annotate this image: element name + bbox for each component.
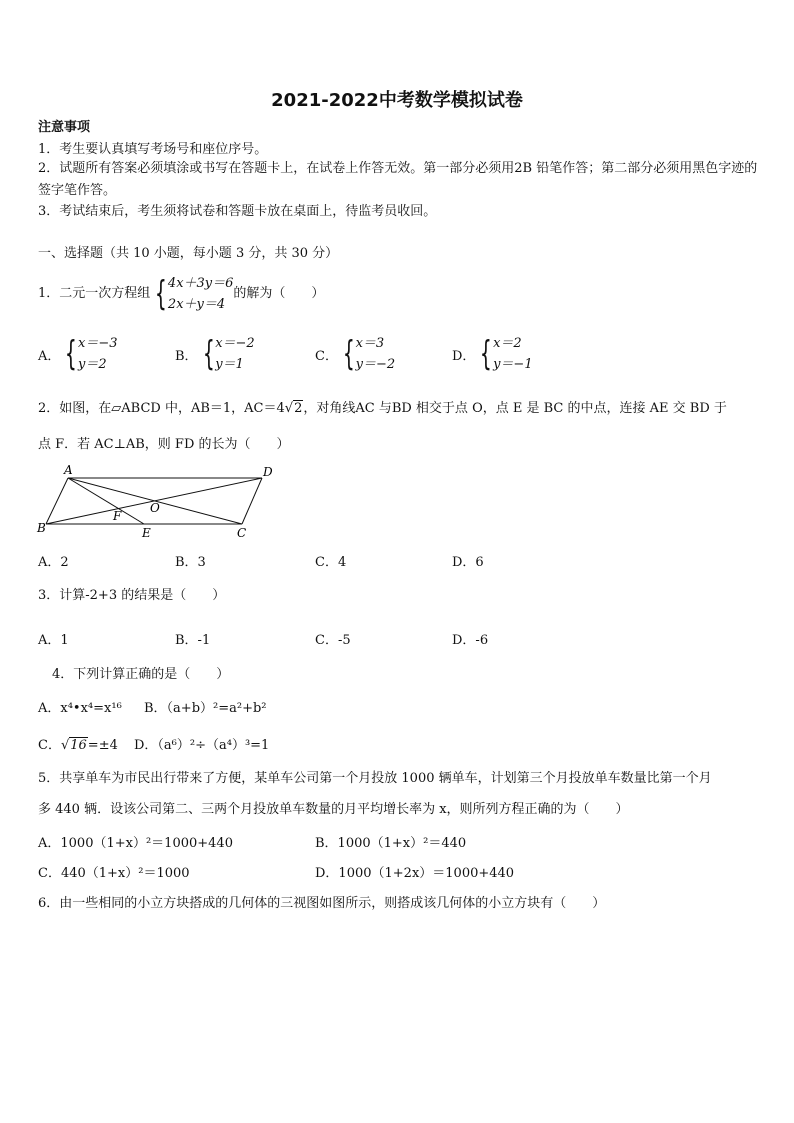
q1-option-d: D． { x＝2 y＝−1 bbox=[452, 334, 533, 374]
q5-option-d: D．1000（1+2x）＝1000+440 bbox=[315, 866, 515, 881]
notice-item-1: 1．考生要认真填写考场号和座位序号。 bbox=[38, 142, 268, 157]
edge-ab bbox=[46, 478, 68, 524]
q1-suffix: 的解为（ ） bbox=[233, 286, 325, 301]
q4-option-c: C．√16=±4 bbox=[38, 738, 118, 753]
label-e: E bbox=[142, 526, 151, 540]
q3-option-b: B．-1 bbox=[175, 633, 211, 648]
page-title: 2021-2022中考数学模拟试卷 bbox=[271, 90, 523, 111]
q2-option-c: C．4 bbox=[315, 555, 347, 570]
question-2-line-2: 点 F．若 AC⊥AB，则 FD 的长为（ ） bbox=[38, 437, 290, 452]
label-d: D bbox=[263, 465, 273, 479]
q1-option-c: C． { x＝3 y＝−2 bbox=[315, 334, 396, 374]
q1-option-a: A． { x＝−3 y＝2 bbox=[38, 334, 118, 374]
q1-option-b: B． { x＝−2 y＝1 bbox=[175, 334, 255, 374]
label-c: C bbox=[237, 526, 247, 540]
section-heading: 一、选择题（共 10 小题，每小题 3 分，共 30 分） bbox=[38, 246, 339, 261]
question-3: 3．计算-2+3 的结果是（ ） bbox=[38, 588, 226, 603]
q5-option-b: B．1000（1+x）²＝440 bbox=[315, 836, 467, 851]
question-6: 6．由一些相同的小立方块搭成的几何体的三视图如图所示，则搭成该几何体的小立方块有（ ） bbox=[38, 896, 606, 911]
q2-option-d: D．6 bbox=[452, 555, 484, 570]
q2-option-a: A．2 bbox=[38, 555, 69, 570]
parallelogram-figure bbox=[36, 462, 276, 540]
q4-option-d: D．（a⁶）²÷（a⁴）³=1 bbox=[134, 738, 270, 753]
label-a: A bbox=[64, 463, 73, 477]
q3-option-d: D．-6 bbox=[452, 633, 489, 648]
q5-option-c: C．440（1+x）²＝1000 bbox=[38, 866, 190, 881]
q1-eq1: 4x＋3y＝6 bbox=[167, 275, 234, 291]
question-5-line-1: 5．共享单车为市民出行带来了方便，某单车公司第一个月投放 1000 辆单车，计划第三个月投放单车数量比第一个月 bbox=[38, 771, 712, 786]
question-2-line-1: 2．如图，在▱ABCD 中，AB＝1，AC＝4√2，对角线AC 与BD 相交于点 O，点 E 是 BC 的中点，连接 AE 交 BD 于 bbox=[38, 401, 727, 416]
edge-dc bbox=[242, 478, 262, 524]
q3-option-c: C．-5 bbox=[315, 633, 351, 648]
question-1 bbox=[38, 271, 324, 317]
q3-option-a: A．1 bbox=[38, 633, 69, 648]
q2-option-b: B．3 bbox=[175, 555, 206, 570]
q1-eq2: 2x＋y＝4 bbox=[167, 296, 226, 312]
notice-heading: 注意事项 bbox=[38, 120, 91, 135]
q4-option-b: B．（a+b）²=a²+b² bbox=[144, 701, 267, 716]
q4-option-a: A．x⁴•x⁴=x¹⁶ bbox=[38, 701, 122, 716]
q1-system: { 4x＋3y＝6 2x＋y＝4 bbox=[155, 273, 234, 314]
label-f: F bbox=[113, 509, 122, 523]
notice-item-2: 2．试题所有答案必须填涂或书写在答题卡上，在试卷上作答无效。第一部分必须用2B 铅笔作答；第二部分必须用黑色字迹的签字笔作答。 bbox=[38, 161, 758, 198]
label-b: B bbox=[37, 521, 46, 535]
q5-option-a: A．1000（1+x）²＝1000+440 bbox=[38, 836, 233, 851]
question-4: 4．下列计算正确的是（ ） bbox=[52, 667, 230, 682]
notice-item-3: 3．考试结束后，考生须将试卷和答题卡放在桌面上，待监考员收回。 bbox=[38, 204, 437, 219]
question-5-line-2: 多 440 辆．设该公司第二、三两个月投放单车数量的月平均增长率为 x，则所列方程正确的为（ ） bbox=[38, 802, 629, 817]
label-o: O bbox=[150, 501, 160, 515]
q1-prefix: 1．二元一次方程组 bbox=[38, 286, 151, 301]
